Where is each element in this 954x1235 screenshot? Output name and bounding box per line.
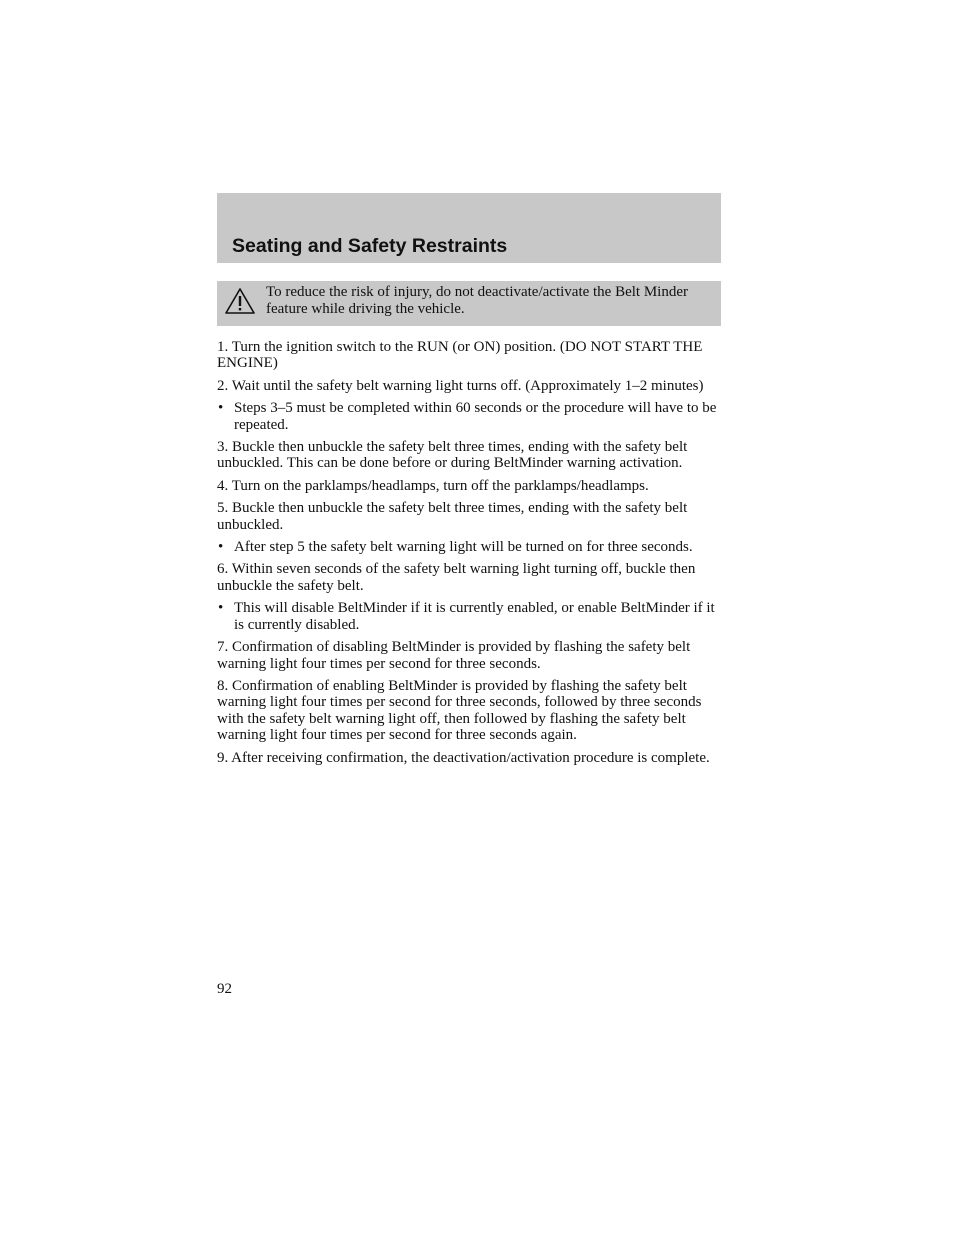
step-4: 4. Turn on the parklamps/headlamps, turn off the parklamps/headlamps. bbox=[217, 477, 649, 494]
bullet-item bbox=[217, 539, 721, 555]
step-5: 5. Buckle then unbuckle the safety belt three times, ending with the safety belt unbuckled. bbox=[217, 500, 688, 533]
step-3: 3. Buckle then unbuckle the safety belt three times, ending with the safety belt unbuckled. This can be done before or during BeltMinder warning activation. bbox=[217, 439, 688, 472]
bullet-icon: • bbox=[218, 600, 224, 617]
step-9: 9. After receiving confirmation, the deactivation/activation procedure is complete. bbox=[217, 749, 710, 766]
warning-box bbox=[217, 281, 721, 326]
step-8: 8. Confirmation of enabling BeltMinder is provided by flashing the safety belt warning light four times per second for three seconds, followed by three seconds with the safety belt warning light off, then followed by flashing the safety belt warning light four times per second for three seconds again. bbox=[217, 677, 702, 744]
section-title: Seating and Safety Restraints bbox=[232, 235, 508, 257]
warning-triangle-icon bbox=[224, 287, 256, 315]
instructions bbox=[217, 339, 721, 772]
step-7: 7. Confirmation of disabling BeltMinder is provided by flashing the safety belt warning light four times per second for three seconds. bbox=[217, 639, 691, 672]
bullet-icon: • bbox=[218, 400, 224, 417]
bullet-item bbox=[217, 400, 721, 433]
step-1: 1. Turn the ignition switch to the RUN (or ON) position. (DO NOT START THE ENGINE) bbox=[217, 339, 703, 372]
bullet-item bbox=[217, 600, 721, 633]
page-number: 92 bbox=[217, 981, 232, 997]
bullet-text: Steps 3–5 must be completed within 60 seconds or the procedure will have to be repeated. bbox=[234, 400, 717, 433]
step-6: 6. Within seven seconds of the safety belt warning light turning off, buckle then unbuckle the safety belt. bbox=[217, 561, 696, 594]
step-2: 2. Wait until the safety belt warning light turns off. (Approximately 1–2 minutes) bbox=[217, 377, 704, 394]
bullet-icon: • bbox=[218, 539, 224, 556]
bullet-text: After step 5 the safety belt warning light will be turned on for three seconds. bbox=[234, 539, 693, 556]
warning-text: To reduce the risk of injury, do not deactivate/activate the Belt Minder feature while driving the vehicle. bbox=[266, 284, 688, 317]
section-header bbox=[217, 193, 721, 263]
bullet-text: This will disable BeltMinder if it is currently enabled, or enable BeltMinder if it is currently disabled. bbox=[234, 600, 715, 633]
